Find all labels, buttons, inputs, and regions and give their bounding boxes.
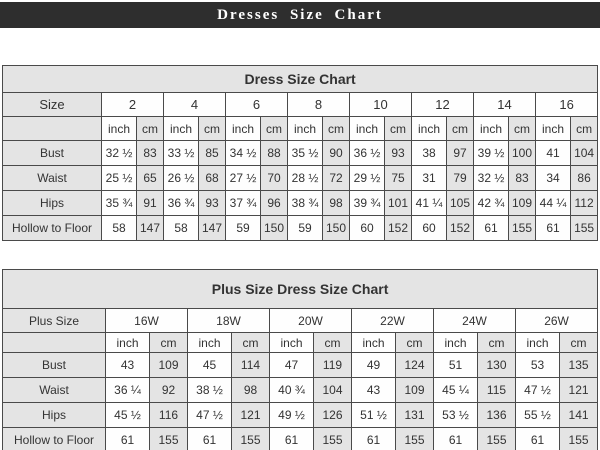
unit-inch-cell: inch	[434, 333, 478, 353]
table-row	[3, 117, 598, 141]
size-header-cell: 14	[474, 93, 536, 117]
value-inch-cell: 35 ½	[288, 141, 323, 166]
value-cm-cell: 116	[150, 403, 188, 428]
value-cm-cell: 85	[199, 141, 226, 166]
size-header-cell: 4	[164, 93, 226, 117]
unit-inch-cell: inch	[270, 333, 314, 353]
value-inch-cell: 32 ½	[102, 141, 137, 166]
value-inch-cell: 45 ¼	[434, 378, 478, 403]
value-inch-cell: 34	[536, 166, 571, 191]
value-inch-cell: 34 ½	[226, 141, 261, 166]
value-cm-cell: 70	[261, 166, 288, 191]
size-row-label: Plus Size	[3, 309, 106, 333]
value-inch-cell: 53	[516, 353, 560, 378]
value-inch-cell: 61	[188, 428, 232, 450]
value-inch-cell: 31	[412, 166, 447, 191]
value-inch-cell: 32 ½	[474, 166, 509, 191]
unit-cm-cell: cm	[323, 117, 350, 141]
value-cm-cell: 93	[199, 191, 226, 216]
size-row-label: Size	[3, 93, 102, 117]
value-inch-cell: 45 ½	[106, 403, 150, 428]
table-row	[3, 428, 598, 450]
row-label: Bust	[3, 141, 102, 166]
value-inch-cell: 33 ½	[164, 141, 199, 166]
value-cm-cell: 131	[396, 403, 434, 428]
unit-cm-cell: cm	[478, 333, 516, 353]
unit-inch-cell: inch	[350, 117, 385, 141]
value-inch-cell: 47 ½	[188, 403, 232, 428]
value-cm-cell: 136	[478, 403, 516, 428]
value-cm-cell: 65	[137, 166, 164, 191]
size-header-cell: 18W	[188, 309, 270, 333]
unit-cm-cell: cm	[137, 117, 164, 141]
table-row	[3, 191, 598, 216]
unit-inch-cell: inch	[352, 333, 396, 353]
value-inch-cell: 27 ½	[226, 166, 261, 191]
value-cm-cell: 155	[314, 428, 352, 450]
value-cm-cell: 88	[261, 141, 288, 166]
value-inch-cell: 36 ¼	[106, 378, 150, 403]
value-cm-cell: 72	[323, 166, 350, 191]
size-header-cell: 16W	[106, 309, 188, 333]
value-cm-cell: 92	[150, 378, 188, 403]
value-cm-cell: 152	[385, 216, 412, 241]
value-inch-cell: 55 ½	[516, 403, 560, 428]
value-inch-cell: 38 ½	[188, 378, 232, 403]
value-inch-cell: 41	[536, 141, 571, 166]
unit-inch-cell: inch	[536, 117, 571, 141]
row-label: Hollow to Floor	[3, 216, 102, 241]
value-inch-cell: 61	[270, 428, 314, 450]
size-header-cell: 16	[536, 93, 598, 117]
value-inch-cell: 49	[352, 353, 396, 378]
value-cm-cell: 100	[509, 141, 536, 166]
unit-inch-cell: inch	[106, 333, 150, 353]
value-inch-cell: 39 ½	[474, 141, 509, 166]
unit-cm-cell: cm	[314, 333, 352, 353]
value-cm-cell: 97	[447, 141, 474, 166]
value-cm-cell: 155	[560, 428, 598, 450]
size-header-cell: 24W	[434, 309, 516, 333]
value-cm-cell: 109	[150, 353, 188, 378]
unit-cm-cell: cm	[199, 117, 226, 141]
value-cm-cell: 112	[571, 191, 598, 216]
value-cm-cell: 155	[571, 216, 598, 241]
value-inch-cell: 59	[288, 216, 323, 241]
unit-cm-cell: cm	[571, 117, 598, 141]
unit-row-label	[3, 333, 106, 353]
value-cm-cell: 150	[323, 216, 350, 241]
row-label: Hips	[3, 191, 102, 216]
value-inch-cell: 25 ½	[102, 166, 137, 191]
unit-inch-cell: inch	[188, 333, 232, 353]
value-cm-cell: 83	[137, 141, 164, 166]
value-inch-cell: 38 ¾	[288, 191, 323, 216]
value-inch-cell: 61	[106, 428, 150, 450]
value-cm-cell: 155	[150, 428, 188, 450]
value-inch-cell: 61	[434, 428, 478, 450]
unit-cm-cell: cm	[509, 117, 536, 141]
unit-row-label	[3, 117, 102, 141]
value-inch-cell: 60	[412, 216, 447, 241]
value-inch-cell: 42 ¾	[474, 191, 509, 216]
value-cm-cell: 91	[137, 191, 164, 216]
value-inch-cell: 28 ½	[288, 166, 323, 191]
value-inch-cell: 49 ½	[270, 403, 314, 428]
unit-cm-cell: cm	[447, 117, 474, 141]
value-inch-cell: 39 ¾	[350, 191, 385, 216]
value-cm-cell: 109	[509, 191, 536, 216]
table-row	[3, 141, 598, 166]
unit-cm-cell: cm	[385, 117, 412, 141]
value-cm-cell: 121	[560, 378, 598, 403]
value-cm-cell: 124	[396, 353, 434, 378]
size-header-cell: 10	[350, 93, 412, 117]
unit-inch-cell: inch	[516, 333, 560, 353]
value-cm-cell: 93	[385, 141, 412, 166]
value-inch-cell: 58	[102, 216, 137, 241]
table-row	[3, 403, 598, 428]
unit-inch-cell: inch	[226, 117, 261, 141]
size-header-cell: 20W	[270, 309, 352, 333]
value-inch-cell: 58	[164, 216, 199, 241]
value-cm-cell: 96	[261, 191, 288, 216]
unit-inch-cell: inch	[164, 117, 199, 141]
value-inch-cell: 43	[106, 353, 150, 378]
value-cm-cell: 109	[396, 378, 434, 403]
unit-inch-cell: inch	[288, 117, 323, 141]
size-header-cell: 2	[102, 93, 164, 117]
value-inch-cell: 53 ½	[434, 403, 478, 428]
value-inch-cell: 61	[536, 216, 571, 241]
value-inch-cell: 44 ¼	[536, 191, 571, 216]
value-inch-cell: 43	[352, 378, 396, 403]
table-row	[3, 166, 598, 191]
value-cm-cell: 141	[560, 403, 598, 428]
value-cm-cell: 104	[314, 378, 352, 403]
page-title-banner	[0, 2, 600, 28]
value-inch-cell: 59	[226, 216, 261, 241]
unit-cm-cell: cm	[261, 117, 288, 141]
value-inch-cell: 35 ¾	[102, 191, 137, 216]
value-cm-cell: 135	[560, 353, 598, 378]
row-label: Hollow to Floor	[3, 428, 106, 450]
table-row	[3, 309, 598, 333]
unit-cm-cell: cm	[150, 333, 188, 353]
value-inch-cell: 26 ½	[164, 166, 199, 191]
value-cm-cell: 68	[199, 166, 226, 191]
value-inch-cell: 61	[516, 428, 560, 450]
value-cm-cell: 114	[232, 353, 270, 378]
value-cm-cell: 126	[314, 403, 352, 428]
table-title: Dress Size Chart	[3, 66, 598, 93]
size-header-cell: 8	[288, 93, 350, 117]
unit-inch-cell: inch	[102, 117, 137, 141]
value-cm-cell: 101	[385, 191, 412, 216]
value-inch-cell: 60	[350, 216, 385, 241]
table-row	[3, 216, 598, 241]
unit-inch-cell: inch	[412, 117, 447, 141]
value-cm-cell: 155	[232, 428, 270, 450]
value-cm-cell: 115	[478, 378, 516, 403]
value-cm-cell: 147	[137, 216, 164, 241]
value-cm-cell: 83	[509, 166, 536, 191]
value-cm-cell: 90	[323, 141, 350, 166]
value-inch-cell: 40 ¾	[270, 378, 314, 403]
value-inch-cell: 41 ¼	[412, 191, 447, 216]
page-title: Dresses Size Chart	[217, 6, 383, 23]
row-label: Waist	[3, 166, 102, 191]
value-cm-cell: 155	[396, 428, 434, 450]
value-cm-cell: 79	[447, 166, 474, 191]
unit-cm-cell: cm	[232, 333, 270, 353]
value-cm-cell: 98	[323, 191, 350, 216]
value-cm-cell: 150	[261, 216, 288, 241]
value-inch-cell: 51	[434, 353, 478, 378]
unit-inch-cell: inch	[474, 117, 509, 141]
table-row	[3, 270, 598, 309]
value-inch-cell: 47 ½	[516, 378, 560, 403]
size-header-cell: 26W	[516, 309, 598, 333]
value-cm-cell: 155	[509, 216, 536, 241]
row-label: Hips	[3, 403, 106, 428]
value-cm-cell: 130	[478, 353, 516, 378]
table-row	[3, 333, 598, 353]
value-inch-cell: 61	[352, 428, 396, 450]
value-inch-cell: 61	[474, 216, 509, 241]
value-cm-cell: 104	[571, 141, 598, 166]
value-cm-cell: 75	[385, 166, 412, 191]
size-header-cell: 12	[412, 93, 474, 117]
size-header-cell: 22W	[352, 309, 434, 333]
value-cm-cell: 121	[232, 403, 270, 428]
value-inch-cell: 51 ½	[352, 403, 396, 428]
table-row	[3, 378, 598, 403]
row-label: Waist	[3, 378, 106, 403]
value-inch-cell: 37 ¾	[226, 191, 261, 216]
value-cm-cell: 98	[232, 378, 270, 403]
value-cm-cell: 86	[571, 166, 598, 191]
value-inch-cell: 29 ½	[350, 166, 385, 191]
value-cm-cell: 147	[199, 216, 226, 241]
plus-size-dress-size-chart-table	[2, 269, 598, 450]
value-cm-cell: 119	[314, 353, 352, 378]
table-row	[3, 353, 598, 378]
size-header-cell: 6	[226, 93, 288, 117]
table-row	[3, 93, 598, 117]
value-cm-cell: 152	[447, 216, 474, 241]
value-inch-cell: 47	[270, 353, 314, 378]
unit-cm-cell: cm	[560, 333, 598, 353]
table-row	[3, 66, 598, 93]
value-inch-cell: 45	[188, 353, 232, 378]
value-cm-cell: 155	[478, 428, 516, 450]
row-label: Bust	[3, 353, 106, 378]
value-inch-cell: 36 ¾	[164, 191, 199, 216]
value-cm-cell: 105	[447, 191, 474, 216]
dress-size-chart-table	[2, 65, 598, 241]
value-inch-cell: 36 ½	[350, 141, 385, 166]
table-title: Plus Size Dress Size Chart	[3, 270, 598, 309]
value-inch-cell: 38	[412, 141, 447, 166]
unit-cm-cell: cm	[396, 333, 434, 353]
